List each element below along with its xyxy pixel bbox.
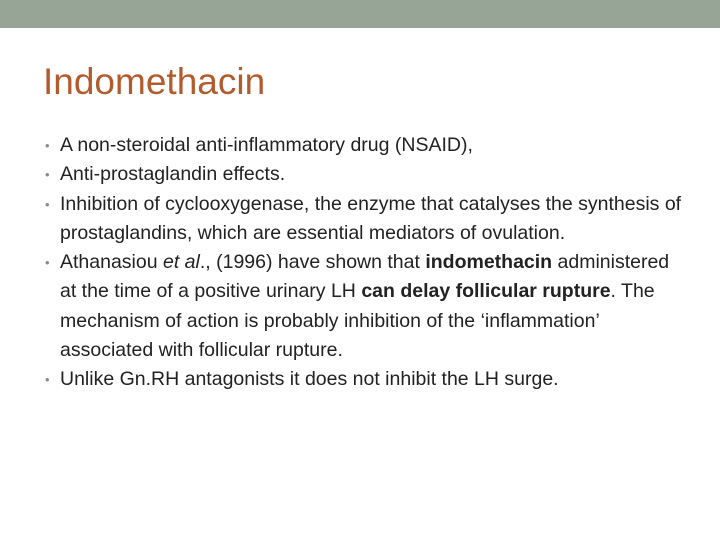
bullet-text: administered at the time of a positive urinary LH xyxy=(60,251,670,303)
bullet-icon: • xyxy=(45,255,50,271)
bullet-icon: • xyxy=(45,372,50,388)
bullet-icon: • xyxy=(45,167,50,183)
bullet-icon: • xyxy=(45,196,50,212)
bullet-list xyxy=(45,131,685,395)
slide-title: Indomethacin xyxy=(43,61,266,102)
bullet-text: Unlike Gn.RH antagonists it does not inhibit the LH surge. xyxy=(60,368,559,391)
bullet-text-italic: et al xyxy=(163,251,200,274)
bullet-text: Anti-prostaglandin effects. xyxy=(60,163,286,186)
bullet-text-bold: indomethacin xyxy=(425,251,553,274)
bullet-text: ., (1996) have shown that xyxy=(199,251,426,274)
bullet-item xyxy=(45,365,685,394)
bullet-text: A non-steroidal anti-inflammatory drug (NSAID), xyxy=(60,134,473,156)
bullet-icon: • xyxy=(45,138,50,153)
bullet-text-bold: can delay follicular rupture xyxy=(361,280,611,303)
bullet-text: Inhibition of cyclooxygenase, the enzyme that catalyses the synthesis of prostaglandins, which are essential mediators of ovulation. xyxy=(60,192,682,244)
bullet-item xyxy=(45,190,685,249)
bullet-text: Athanasiou xyxy=(60,251,163,274)
bullet-item xyxy=(45,160,685,189)
bullet-text: . The mechanism of action is probably inhibition of the ‘inflammation’ associated with follicular rupture. xyxy=(60,280,655,362)
top-accent-bar xyxy=(0,0,720,28)
bullet-item xyxy=(45,248,685,365)
bullet-item xyxy=(45,131,685,160)
